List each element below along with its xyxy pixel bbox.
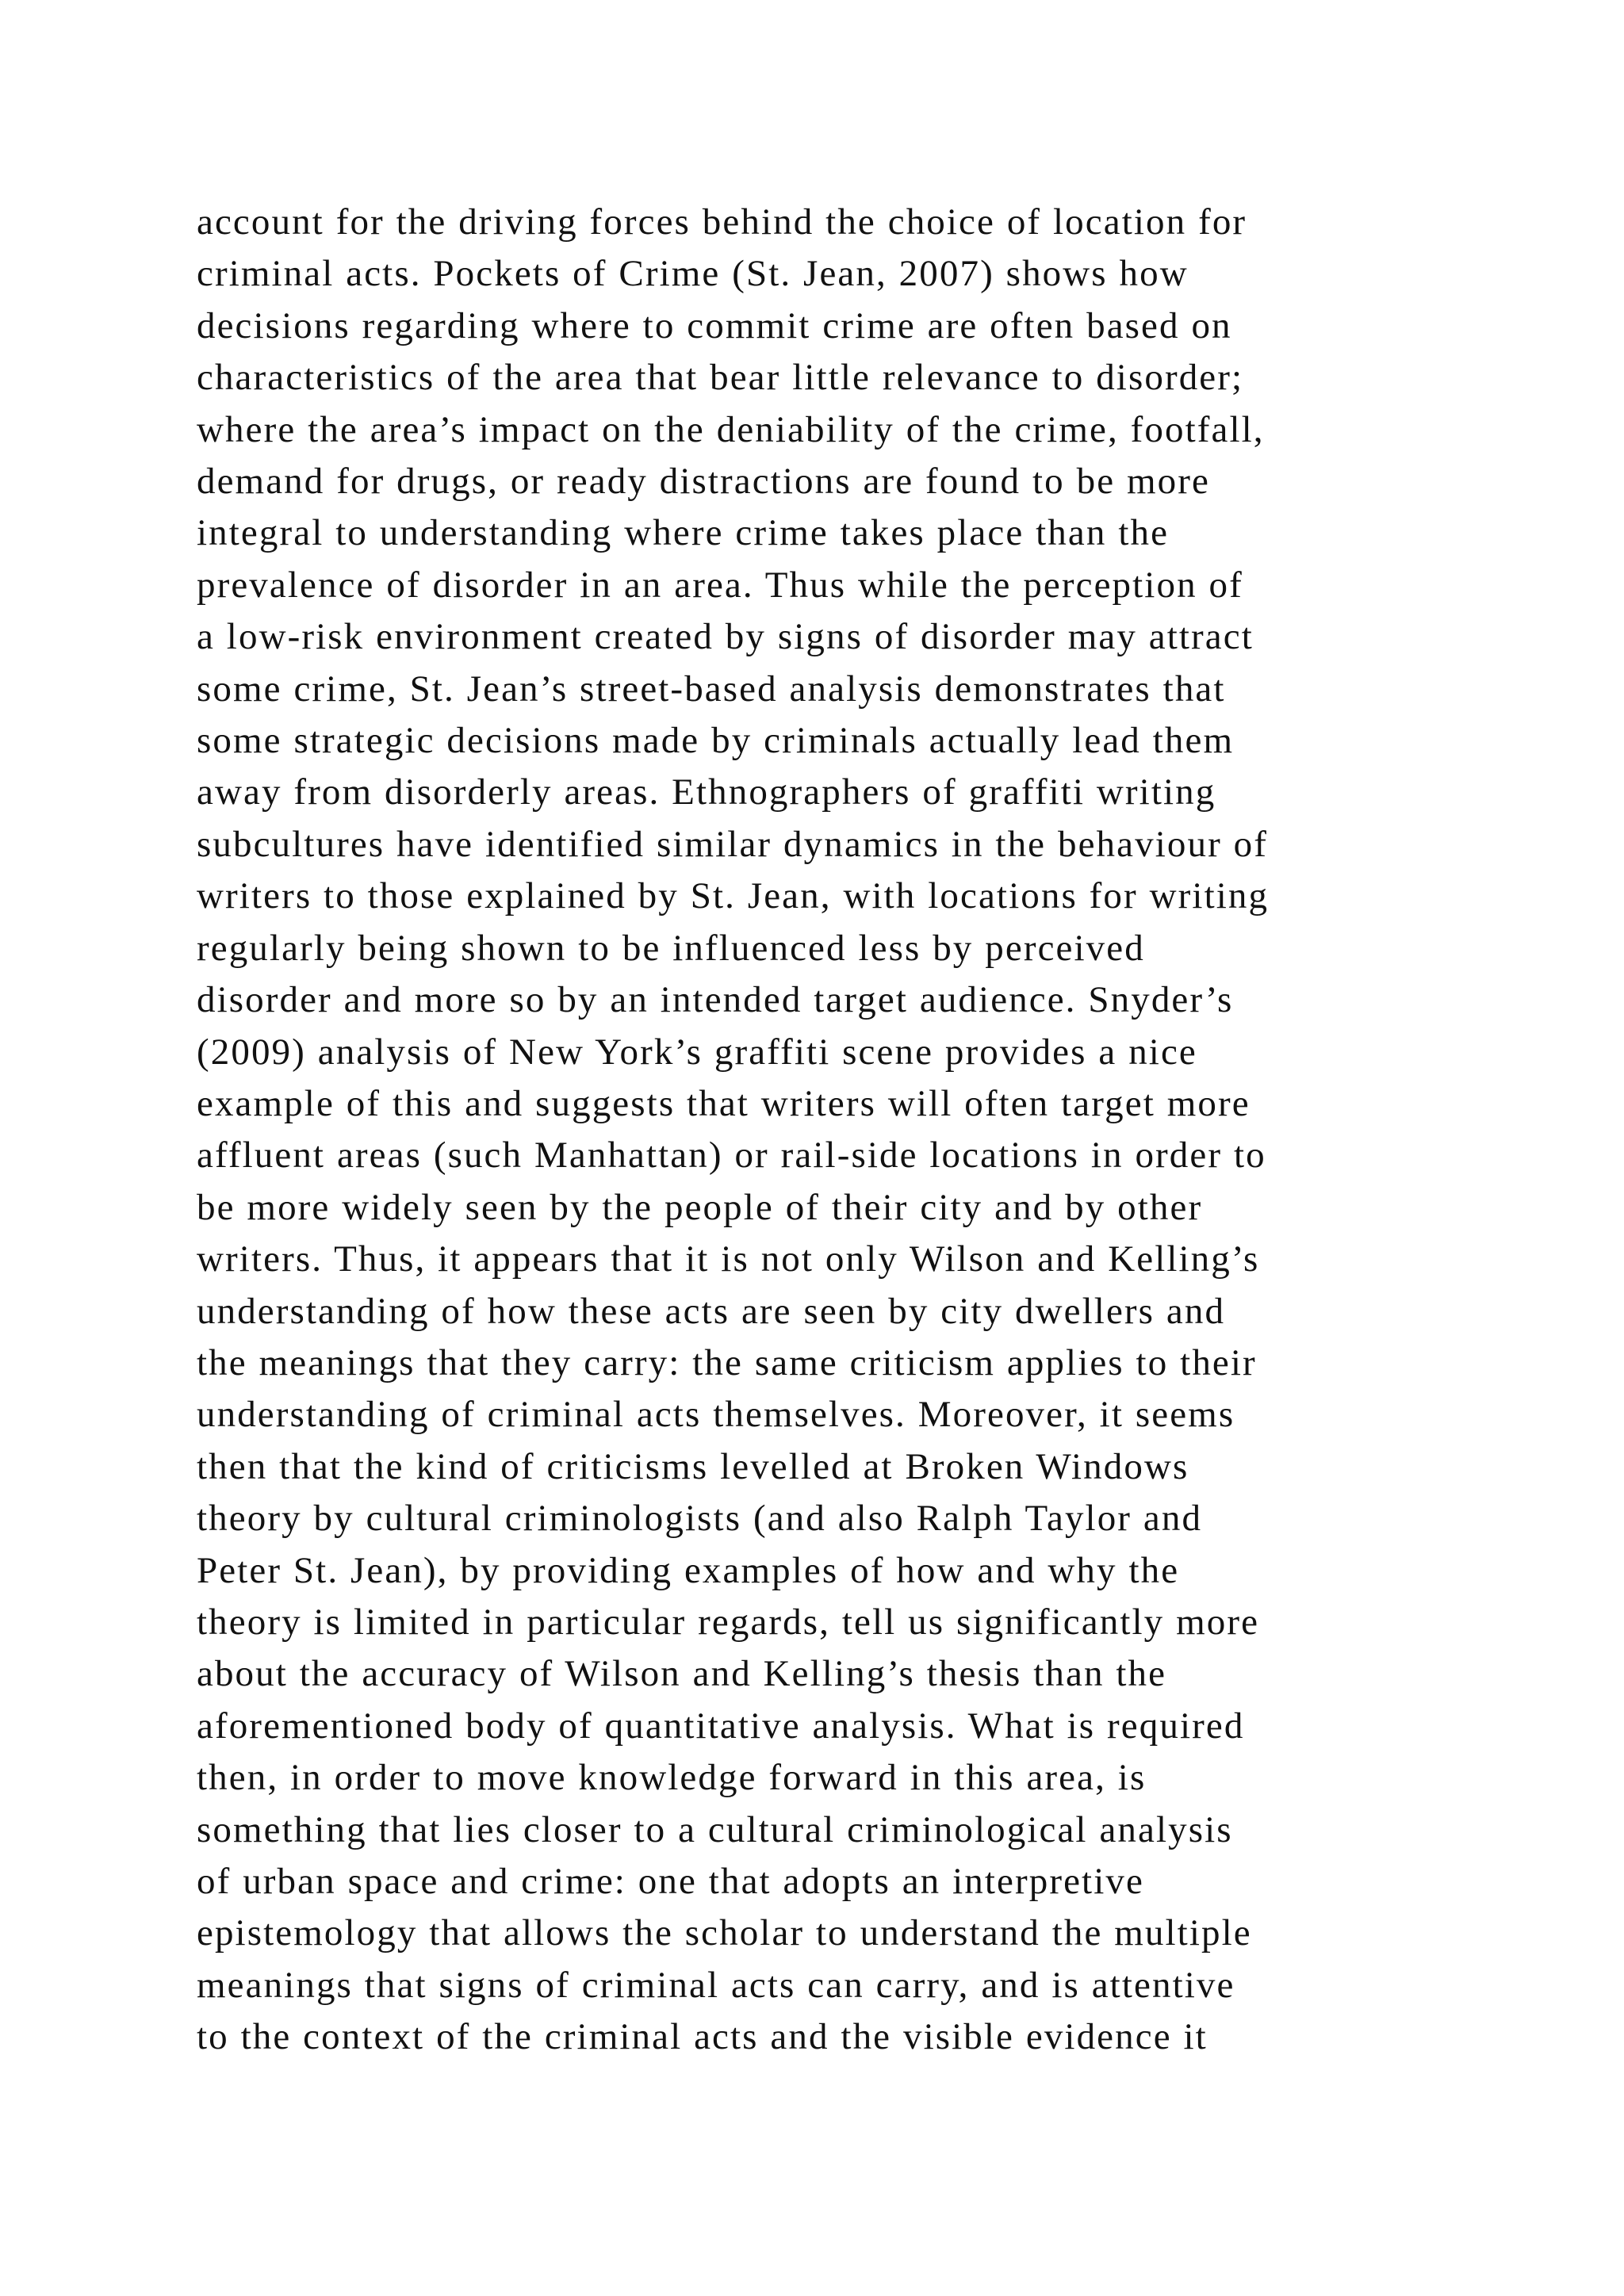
text-line-19: affluent areas (such Manhattan) or rail-side locations in order to [197,1135,1266,1177]
text-line-17: (2009) analysis of New York’s graffiti scene provides a nice [197,1031,1197,1073]
text-line-25: then that the kind of criticisms levelled at Broken Windows [197,1445,1189,1487]
text-line-4: characteristics of the area that bear little relevance to disorder; [197,357,1244,399]
text-line-2: criminal acts. Pockets of Crime (St. Jean, 2007) shows how [197,253,1189,295]
text-line-26: theory by cultural criminologists (and also Ralph Taylor and [197,1498,1203,1540]
text-line-34: epistemology that allows the scholar to understand the multiple [197,1912,1252,1954]
text-line-33: of urban space and crime: one that adopts an interpretive [197,1861,1144,1902]
text-line-32: something that lies closer to a cultural criminological analysis [197,1808,1233,1850]
text-line-27: Peter St. Jean), by providing examples of how and why the [197,1549,1180,1591]
text-line-29: about the accuracy of Wilson and Kelling’s thesis than the [197,1653,1167,1695]
text-line-28: theory is limited in particular regards, tell us significantly more [197,1601,1260,1643]
text-line-21: writers. Thus, it appears that it is not only Wilson and Kelling’s [197,1238,1260,1280]
text-line-24: understanding of criminal acts themselves. Moreover, it seems [197,1394,1235,1436]
text-line-16: disorder and more so by an intended target audience. Snyder’s [197,979,1234,1021]
text-line-11: some strategic decisions made by criminals actually lead them [197,720,1235,762]
text-line-23: the meanings that they carry: the same criticism applies to their [197,1341,1257,1383]
body-text [197,197,1465,2064]
text-line-22: understanding of how these acts are seen by city dwellers and [197,1290,1226,1332]
text-line-18: example of this and suggests that writers will often target more [197,1082,1251,1124]
text-line-12: away from disorderly areas. Ethnographers of graffiti writing [197,771,1216,813]
text-line-5: where the area’s impact on the deniability of the crime, footfall, [197,408,1265,450]
text-line-8: prevalence of disorder in an area. Thus while the perception of [197,564,1243,606]
text-line-6: demand for drugs, or ready distractions are found to be more [197,461,1210,503]
text-line-14: writers to those explained by St. Jean, with locations for writing [197,875,1270,917]
text-line-20: be more widely seen by the people of their city and by other [197,1186,1203,1228]
text-line-35: meanings that signs of criminal acts can carry, and is attentive [197,1964,1235,2006]
text-line-36: to the context of the criminal acts and the visible evidence it [197,2016,1208,2058]
text-line-15: regularly being shown to be influenced less by perceived [197,927,1145,969]
text-line-7: integral to understanding where crime takes place than the [197,512,1170,554]
text-line-10: some crime, St. Jean’s street-based analysis demonstrates that [197,668,1226,710]
text-line-9: a low-risk environment created by signs of disorder may attract [197,616,1254,658]
text-line-3: decisions regarding where to commit crime are often based on [197,304,1232,346]
text-line-13: subcultures have identified similar dynamics in the behaviour of [197,823,1269,865]
text-line-1: account for the driving forces behind the choice of location for [197,201,1247,243]
text-line-30: aforementioned body of quantitative analysis. What is required [197,1705,1245,1747]
text-line-31: then, in order to move knowledge forward in this area, is [197,1757,1147,1799]
